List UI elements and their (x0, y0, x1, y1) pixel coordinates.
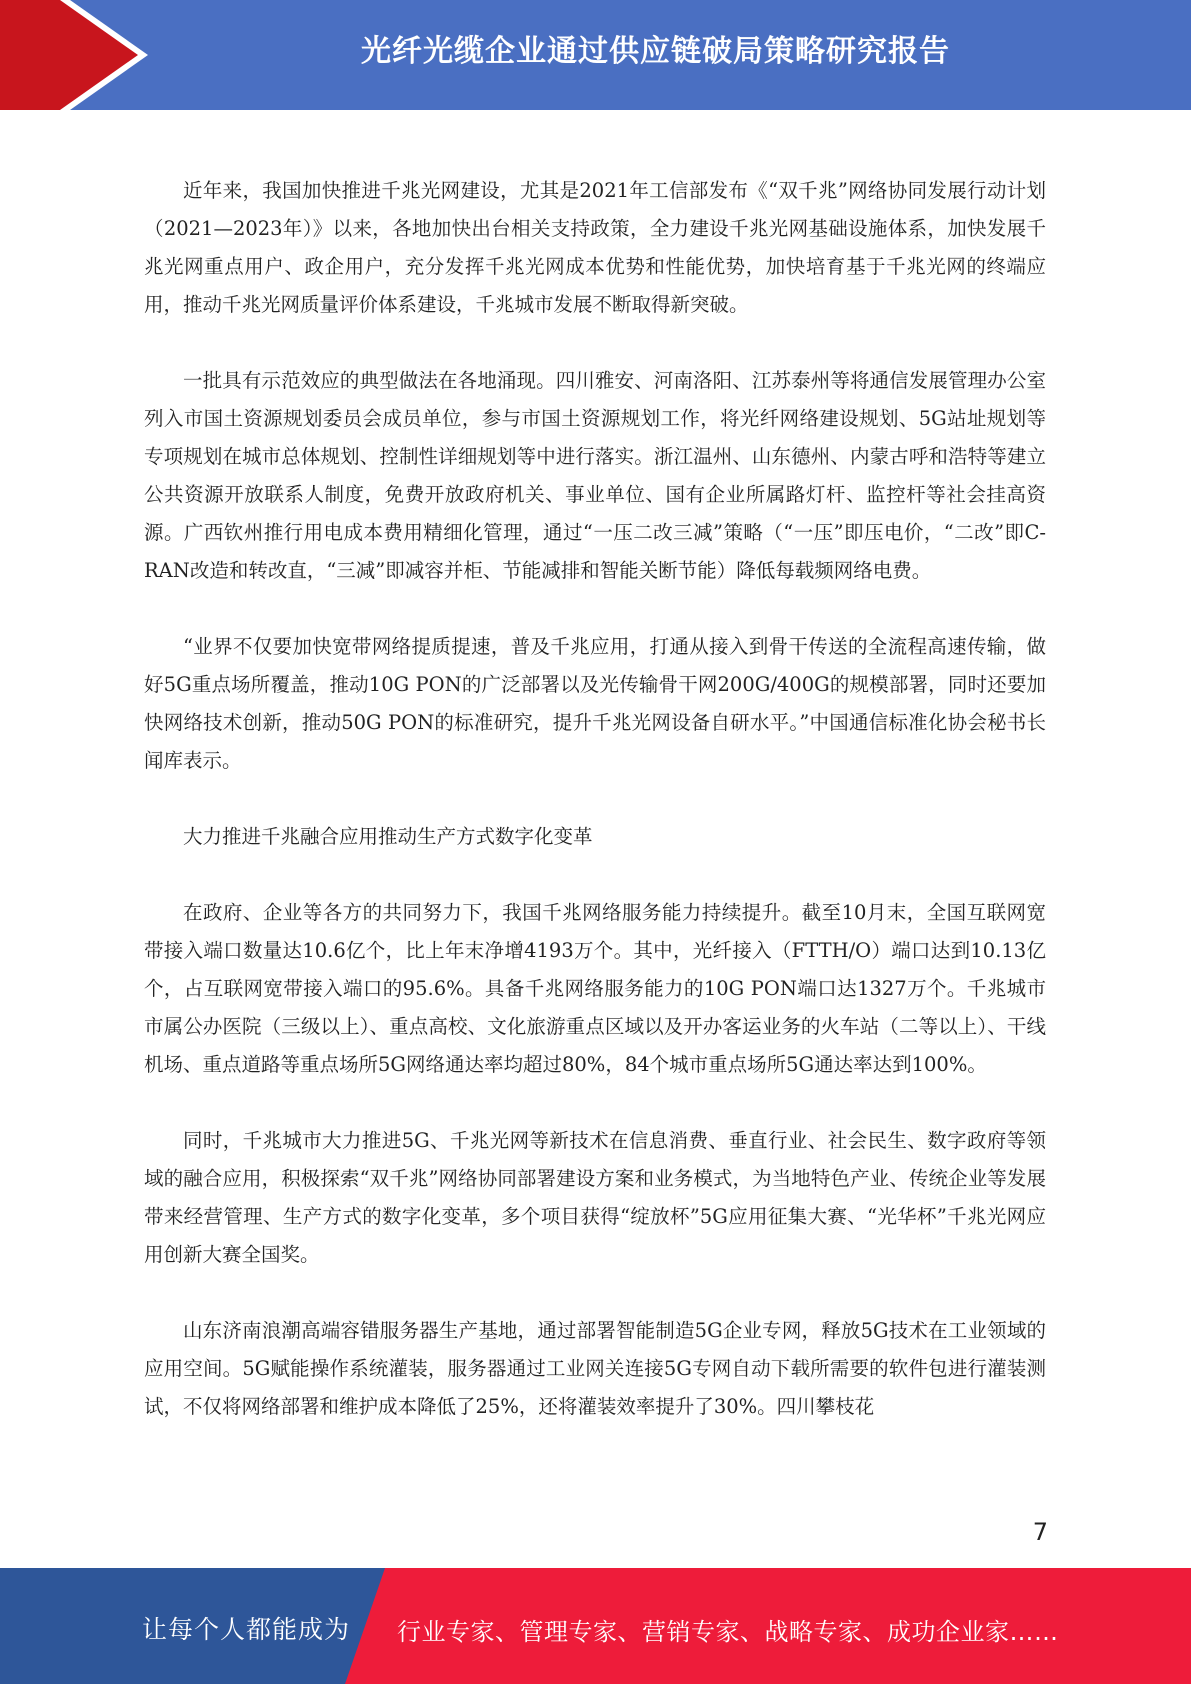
page-header (0, 0, 1191, 110)
footer-slogan-right: 行业专家、管理专家、营销专家、战略专家、成功企业家…… (397, 1618, 1059, 1646)
paragraph: 同时，千兆城市大力推进5G、千兆光网等新技术在信息消费、垂直行业、社会民生、数字政府等领域的融合应用，积极探索“双千兆”网络协同部署建设方案和业务模式，为当地特色产业、传统企业等发展带来经营管理、生产方式的数字化变革，多个项目获得“绽放杯”5G应用征集大赛、“光华杯”千兆光网应用创新大赛全国奖。 (144, 1129, 1046, 1266)
paragraph: “业界不仅要加快宽带网络提质提速，普及千兆应用，打通从接入到骨干传送的全流程高速传输，做好5G重点场所覆盖，推动10G PON的广泛部署以及光传输骨干网200G/400G的规模部署，同时还要加快网络技术创新，推动50G PON的标准研究，提升千兆光网设备自研水平。”中国通信标准化协会秘书长闻库表示。 (144, 635, 1046, 772)
paragraph: 山东济南浪潮高端容错服务器生产基地，通过部署智能制造5G企业专网，释放5G技术在工业领域的应用空间。5G赋能操作系统灌装，服务器通过工业网关连接5G专网自动下载所需要的软件包进行灌装测试，不仅将网络部署和维护成本降低了25%，还将灌装效率提升了30%。四川攀枝花 (144, 1319, 1046, 1418)
section-heading: 大力推进千兆融合应用推动生产方式数字化变革 (183, 825, 593, 848)
paragraph: 近年来，我国加快推进千兆光网建设，尤其是2021年工信部发布《“双千兆”网络协同发展行动计划（2021—2023年）》以来，各地加快出台相关支持政策，全力建设千兆光网基础设施体系，加快发展千兆光网重点用户、政企用户，充分发挥千兆光网成本优势和性能优势，加快培育基于千兆光网的终端应用，推动千兆光网质量评价体系建设，千兆城市发展不断取得新突破。 (144, 179, 1046, 316)
page-footer (0, 1568, 1191, 1684)
page-number: 7 (1032, 1518, 1048, 1546)
report-title: 光纤光缆企业通过供应链破局策略研究报告 (361, 34, 950, 69)
footer-slogan-left: 让每个人都能成为 (142, 1615, 351, 1644)
paragraph: 一批具有示范效应的典型做法在各地涌现。四川雅安、河南洛阳、江苏泰州等将通信发展管理办公室列入市国土资源规划委员会成员单位，参与市国土资源规划工作，将光纤网络建设规划、5G站址规划等专项规划在城市总体规划、控制性详细规划等中进行落实。浙江温州、山东德州、内蒙古呼和浩特等建立公共资源开放联系人制度，免费开放政府机关、事业单位、国有企业所属路灯杆、监控杆等社会挂高资源。广西钦州推行用电成本费用精细化管理，通过“一压二改三减”策略（“一压”即压电价，“二改”即C-RAN改造和转改直，“三减”即减容并柜、节能减排和智能关断节能）降低每载频网络电费。 (144, 369, 1046, 582)
paragraph: 在政府、企业等各方的共同努力下，我国千兆网络服务能力持续提升。截至10月末，全国互联网宽带接入端口数量达10.6亿个，比上年末净增4193万个。其中，光纤接入（FTTH/O）端口达到10.13亿个，占互联网宽带接入端口的95.6%。具备千兆网络服务能力的10G PON端口达1327万个。千兆城市市属公办医院（三级以上）、重点高校、文化旅游重点区域以及开办客运业务的火车站（二等以上）、干线机场、重点道路等重点场所5G网络通达率均超过80%，84个城市重点场所5G通达率达到100%。 (144, 901, 1046, 1076)
document-body (144, 172, 1046, 1464)
